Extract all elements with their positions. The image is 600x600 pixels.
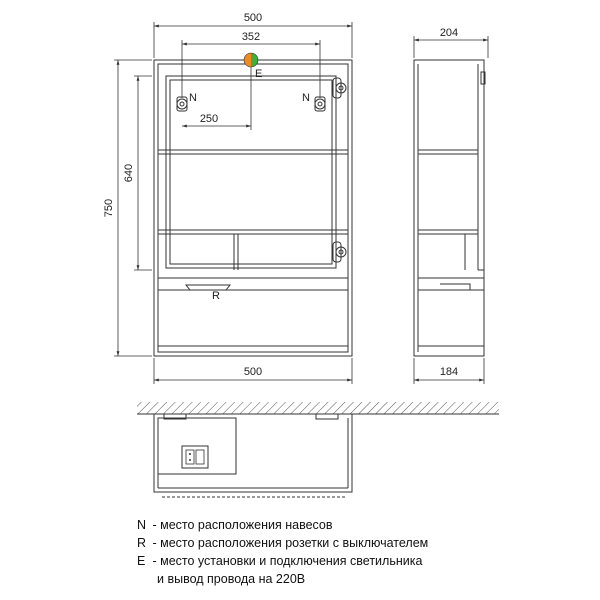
dim-side-depth-top: 204 [439, 27, 459, 39]
legend-key-n: N [137, 518, 147, 532]
legend-key-r: R [137, 536, 147, 550]
legend-item-e [137, 552, 428, 570]
legend-text-e: - место установки и подключения светильника [152, 554, 423, 568]
dim-height-total: 750 [103, 198, 115, 218]
dim-hook-offset: 250 [199, 113, 219, 125]
dim-front-width-top: 500 [243, 12, 263, 24]
hinge-bottom [333, 242, 346, 262]
hook-right-icon [315, 97, 325, 111]
dim-front-width-bottom: 500 [243, 366, 263, 378]
legend-item-n [137, 516, 428, 534]
marker-e: E [255, 68, 263, 80]
legend-text-n: - место расположения навесов [152, 518, 333, 532]
side-outline [414, 60, 484, 356]
legend-text-r: - место расположения розетки с выключателем [152, 536, 429, 550]
legend [137, 516, 428, 588]
dim-height-mirror: 640 [123, 163, 135, 183]
legend-text-e-continued: и вывод провода на 220В [157, 572, 306, 586]
legend-key-e: E [137, 554, 146, 568]
marker-r: R [212, 290, 220, 302]
legend-item-r [137, 534, 428, 552]
socket-icon [182, 446, 208, 468]
dimension-lines-side [414, 36, 488, 384]
hook-left-icon [177, 97, 187, 111]
wall-hatch [137, 402, 499, 414]
dim-side-depth-bottom: 184 [439, 366, 459, 378]
hinge-top [333, 78, 346, 98]
socket-outline [186, 285, 230, 290]
dim-inner-width: 352 [241, 31, 261, 43]
legend-item-e-continued [137, 570, 428, 588]
front-view [154, 60, 352, 356]
marker-n-right: N [302, 92, 310, 104]
light-fixture-marker-e [244, 53, 258, 67]
side-view [414, 60, 485, 356]
marker-n-left: N [189, 92, 197, 104]
